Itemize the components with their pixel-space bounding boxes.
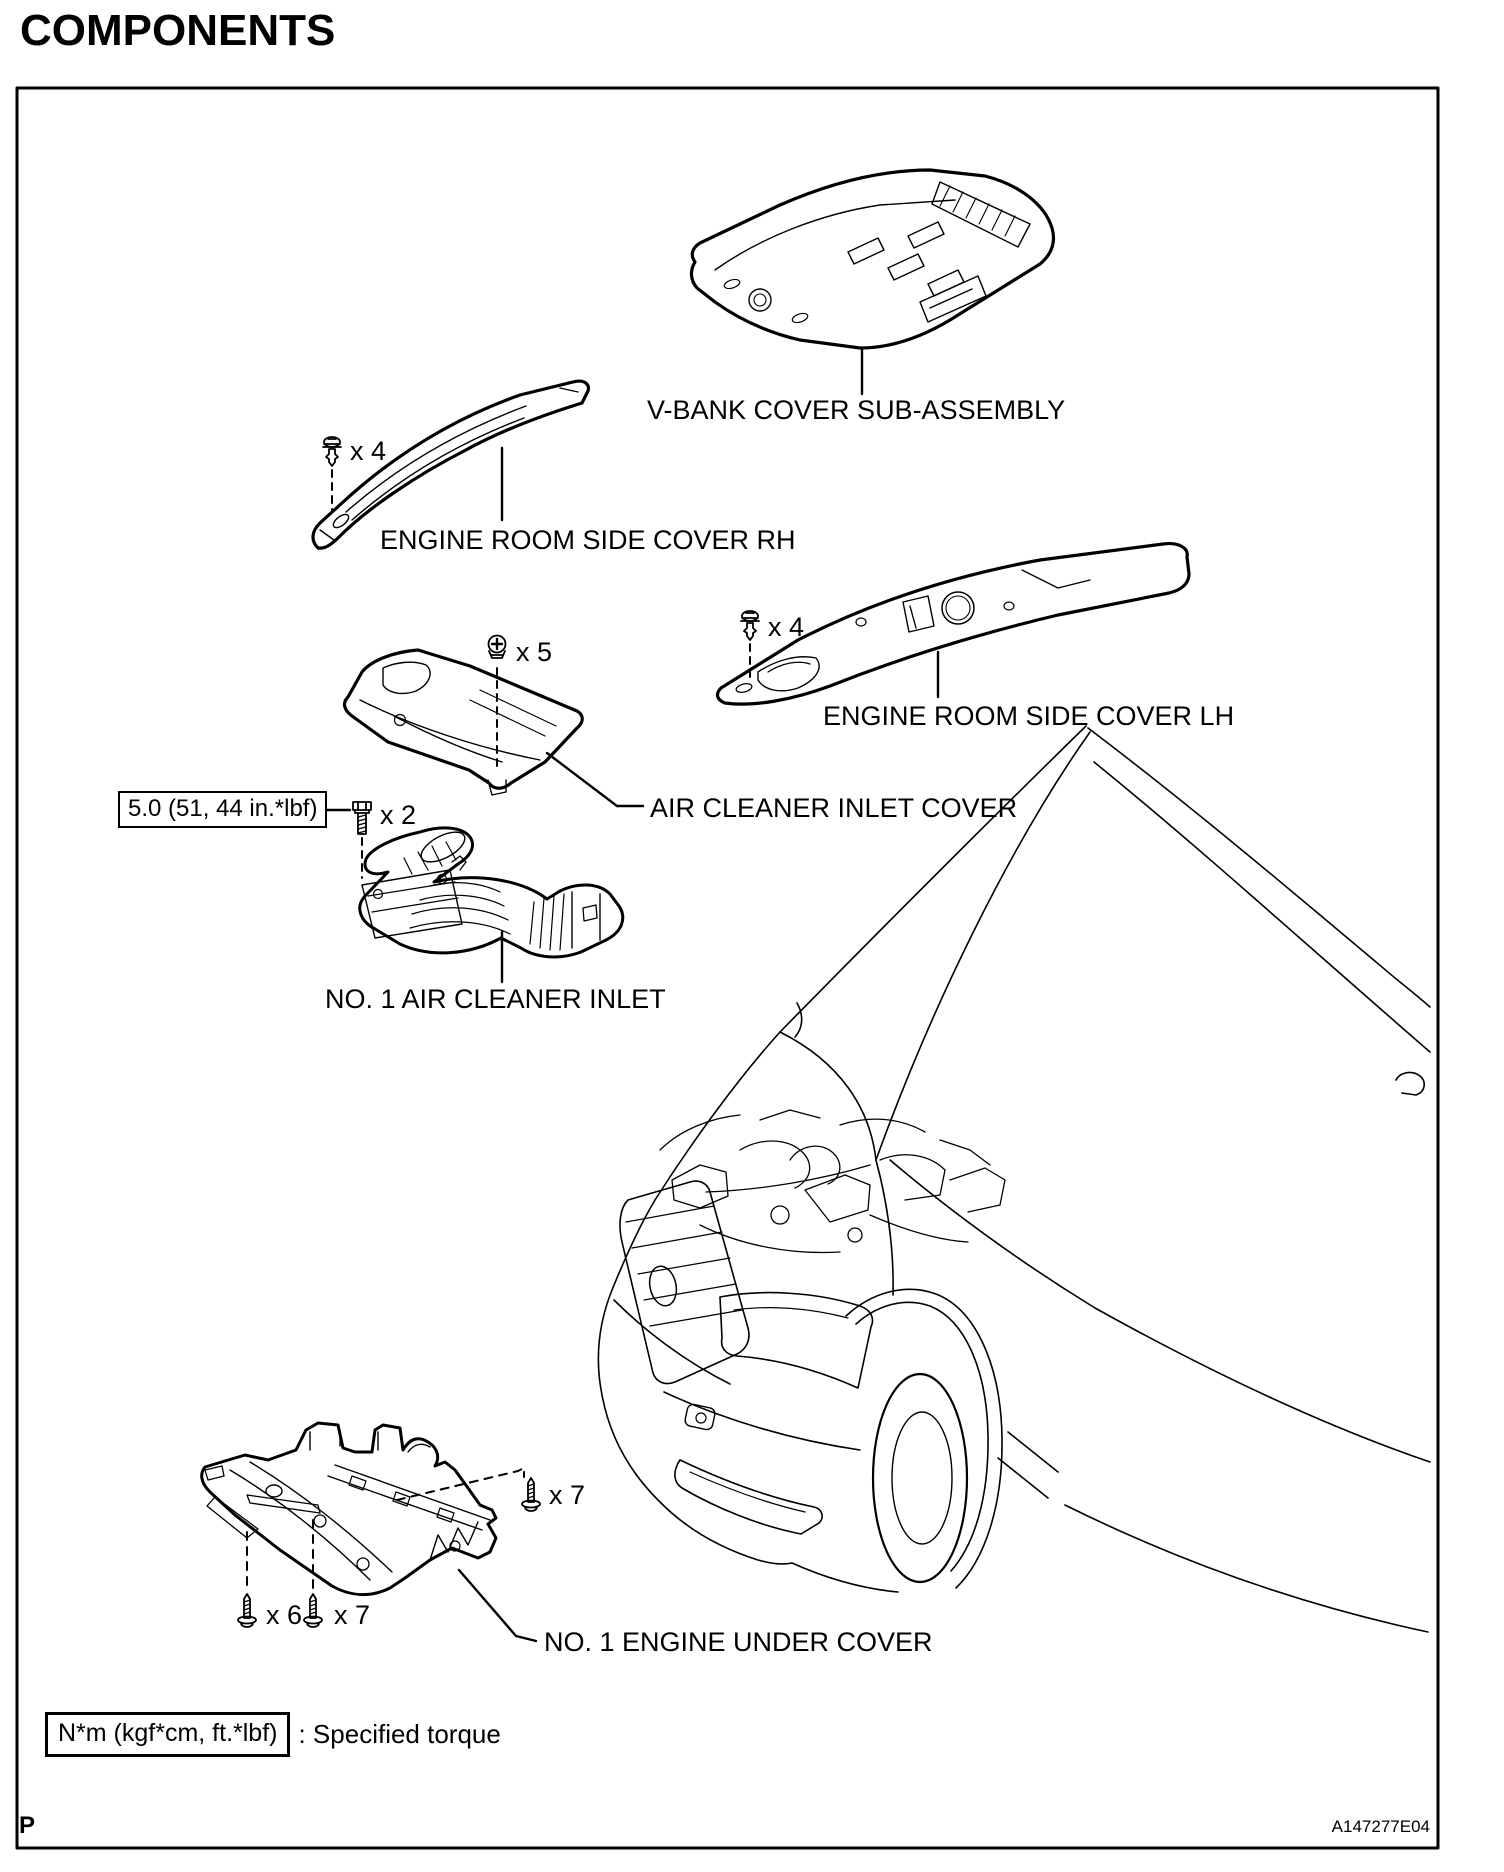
rh-clip [323,437,341,466]
air-inlet-bolt-count: x 2 [380,800,417,830]
under-cover-screw-b [238,1594,256,1627]
label-air-inlet: NO. 1 AIR CLEANER INLET [325,984,666,1014]
torque-legend-text: : Specified torque [298,1719,501,1749]
air-inlet-art [360,826,623,957]
label-side-cover-rh: ENGINE ROOM SIDE COVER RH [380,525,796,555]
engine-bay-detail [660,1110,1005,1253]
label-side-cover-lh: ENGINE ROOM SIDE COVER LH [823,701,1235,731]
v-bank-cover-art [691,170,1053,348]
under-screw-a-leader [397,1468,524,1500]
vehicle-art [598,726,1430,1632]
torque-spec-box: 5.0 (51, 44 in.*lbf) [118,791,327,828]
under-cover-label-leader [459,1570,536,1641]
under-cover-screw-c-count: x 7 [334,1600,371,1630]
rh-clip-count: x 4 [350,436,387,466]
inlet-cover-bolt-count: x 5 [516,637,553,667]
figure-code: A147277E04 [1331,1817,1430,1836]
under-cover-screw-a [522,1478,540,1511]
label-inlet-cover: AIR CLEANER INLET COVER [650,793,1018,823]
label-under-cover: NO. 1 ENGINE UNDER COVER [544,1627,933,1657]
page-title: COMPONENTS [20,6,336,55]
under-cover-screw-a-count: x 7 [549,1480,586,1510]
lh-clip [741,611,759,640]
inlet-cover-label-leader [547,753,643,806]
under-cover-screw-b-count: x 6 [266,1600,303,1630]
inlet-cover-art [345,650,583,795]
label-v-bank-cover: V-BANK COVER SUB-ASSEMBLY [647,395,1066,425]
torque-legend [45,1712,501,1757]
diagram-border [17,88,1438,1848]
under-cover-screw-c [304,1594,322,1627]
inlet-cover-bolt [489,636,506,659]
air-inlet-bolt [353,802,371,834]
lh-clip-count: x 4 [768,612,805,642]
under-cover-art [202,1423,496,1595]
page-marker: P [19,1812,36,1839]
torque-unit-box: N*m (kgf*cm, ft.*lbf) [45,1712,290,1757]
